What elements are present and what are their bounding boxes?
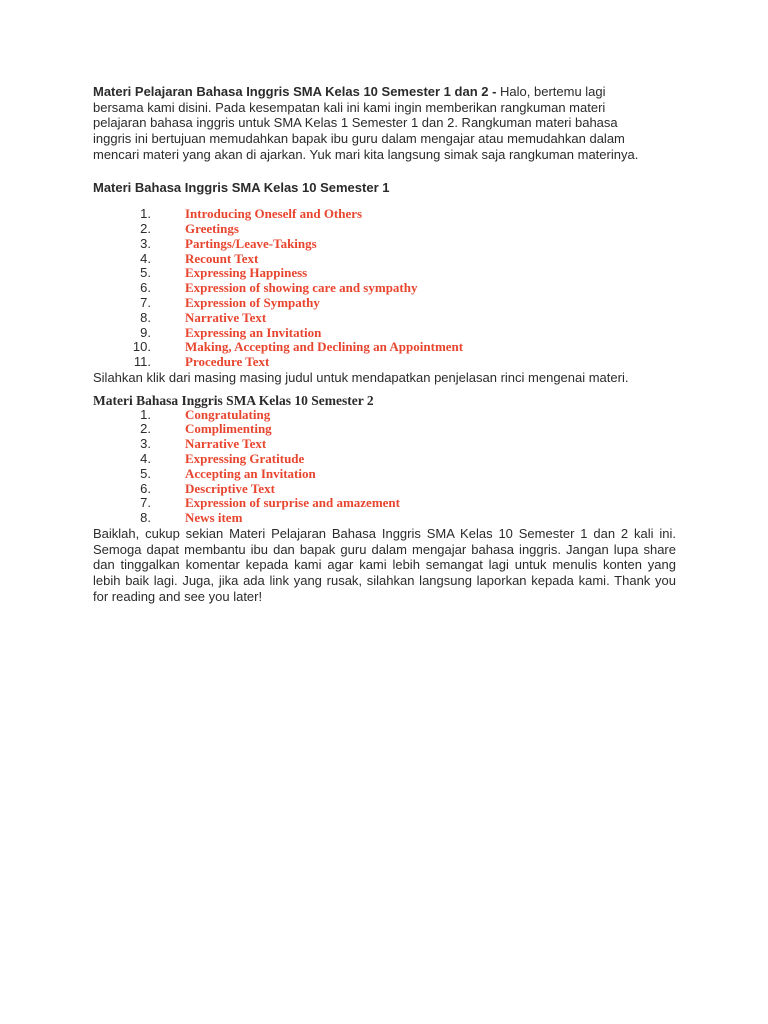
topic-link[interactable]: News item (185, 510, 243, 526)
list-item (93, 237, 676, 252)
list-item (93, 422, 676, 437)
intro-title: Materi Pelajaran Bahasa Inggris SMA Kelas 10 Semester 1 dan 2 - (93, 84, 497, 99)
topic-link[interactable]: Accepting an Invitation (185, 465, 316, 481)
semester1-heading: Materi Bahasa Inggris SMA Kelas 10 Semester 1 (93, 179, 390, 195)
list-number: 2. (140, 421, 151, 437)
topic-link[interactable]: Introducing Oneself and Others (185, 206, 363, 222)
list-number: 7. (140, 295, 151, 310)
topic-link[interactable]: Expression of surprise and amazement (185, 495, 400, 511)
list-number: 8. (140, 510, 151, 526)
list-item (93, 252, 676, 267)
list-item (93, 311, 676, 326)
topic-link[interactable]: Narrative Text (185, 309, 267, 325)
list-item (93, 408, 676, 423)
list-number: 2. (140, 221, 151, 237)
intro-line: inggris ini bertujuan memudahkan bapak ibu guru dalam mengajar atau memudahkan dalam (93, 131, 625, 147)
list-item (93, 496, 676, 511)
topic-link[interactable]: Expression of Sympathy (185, 295, 320, 310)
list-number: 1. (140, 406, 151, 422)
list-number: 8. (140, 309, 151, 325)
list-number: 6. (140, 280, 151, 296)
list-number: 9. (140, 324, 151, 340)
list-number: 11. (133, 354, 151, 370)
list-number: 6. (140, 480, 151, 496)
topic-link[interactable]: Making, Accepting and Declining an Appointment (185, 339, 464, 355)
topic-link[interactable]: Narrative Text (185, 436, 267, 452)
list-item (93, 452, 676, 467)
topic-link[interactable]: Partings/Leave-Takings (185, 235, 317, 251)
intro-line: mencari materi yang akan di ajarkan. Yuk mari kita langsung simak saja rangkuman materinya. (93, 146, 639, 162)
list-item (93, 266, 676, 281)
list-item (93, 281, 676, 296)
topic-link[interactable]: Expressing an Invitation (185, 324, 322, 340)
semester2-topic-list (93, 408, 676, 526)
list-number: 3. (140, 235, 151, 251)
list-item (93, 482, 676, 497)
topic-link[interactable]: Descriptive Text (185, 480, 275, 496)
list-item (93, 511, 676, 526)
list-item (93, 467, 676, 482)
topic-link[interactable]: Procedure Text (185, 354, 270, 370)
semester1-note: Silahkan klik dari masing masing judul untuk mendapatkan penjelasan rinci mengenai materi. (93, 369, 629, 385)
topic-link[interactable]: Congratulating (185, 406, 271, 422)
intro-paragraph (93, 84, 676, 163)
closing-paragraph: Baiklah, cukup sekian Materi Pelajaran Bahasa Inggris SMA Kelas 10 Semester 1 dan 2 kali ini. Semoga dapat membantu ibu dan bapak guru dalam mengajar bahasa inggris. Jangan lupa share dan tinggalkan komentar kepada kami agar kami lebih semangat lagi untuk menulis konten yang lebih baik lagi. Juga, jika ada link yang rusak, silahkan langsung laporkan kepada kami. Thank you for reading and see you later! (93, 526, 676, 604)
list-number: 1. (140, 206, 151, 222)
intro-line: pelajaran bahasa inggris untuk SMA Kelas 1 Semester 1 dan 2. Rangkuman materi bahasa (93, 115, 618, 131)
document-page (93, 84, 676, 605)
list-item (93, 437, 676, 452)
intro-line: bersama kami disini. Pada kesempatan kali ini kami ingin memberikan rangkuman materi (93, 99, 606, 115)
list-item (93, 326, 676, 341)
list-number: 7. (140, 495, 151, 511)
list-number: 3. (140, 436, 151, 452)
semester2-heading: Materi Bahasa Inggris SMA Kelas 10 Semester 2 (93, 392, 374, 408)
topic-link[interactable]: Expressing Gratitude (185, 451, 305, 467)
topic-link[interactable]: Greetings (185, 221, 239, 237)
list-item (93, 222, 676, 237)
list-item (93, 207, 676, 222)
intro-line: Halo, bertemu lagi (496, 84, 606, 99)
list-item (93, 296, 676, 311)
topic-link[interactable]: Recount Text (185, 250, 259, 266)
list-number: 4. (140, 451, 151, 467)
list-number: 5. (140, 265, 151, 281)
semester1-topic-list (93, 207, 676, 370)
list-item (93, 355, 676, 370)
topic-link[interactable]: Expressing Happiness (185, 265, 308, 281)
list-number: 4. (140, 250, 151, 266)
list-number: 10. (132, 339, 151, 355)
list-number: 5. (140, 465, 151, 481)
topic-link[interactable]: Expression of showing care and sympathy (185, 280, 418, 296)
list-item (93, 340, 676, 355)
topic-link[interactable]: Complimenting (185, 421, 272, 437)
